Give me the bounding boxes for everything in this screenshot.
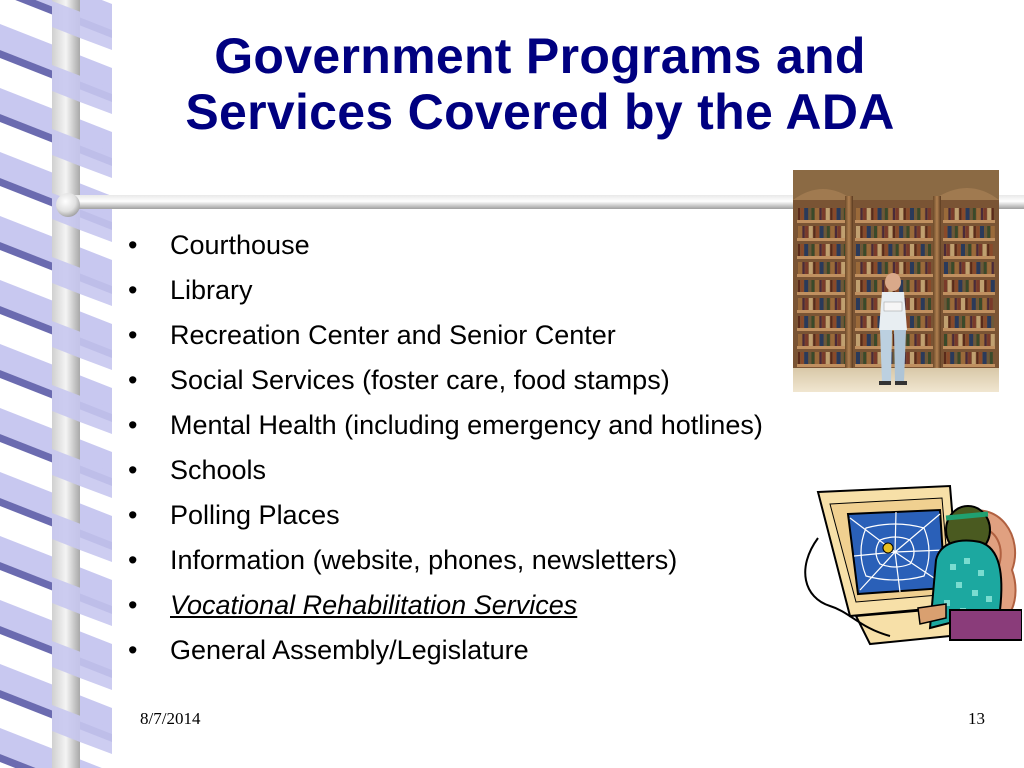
page-number: 13 xyxy=(968,709,985,728)
list-item: • Library xyxy=(128,270,763,315)
title-line-2: Services Covered by the ADA xyxy=(185,84,895,140)
list-item: • Courthouse xyxy=(128,225,763,270)
bullet-marker: • xyxy=(128,545,138,575)
vocational-rehabilitation-link[interactable]: Vocational Rehabilitation Services xyxy=(170,590,578,620)
bullet-marker: • xyxy=(128,635,138,665)
bullet-marker: • xyxy=(128,410,138,440)
bullet-marker: • xyxy=(128,320,138,350)
footer-date: 8/7/2014 xyxy=(140,709,201,728)
bullet-marker: • xyxy=(128,275,138,305)
list-item: • Mental Health (including emergency and hotlines) xyxy=(128,405,763,450)
list-item: • Information (website, phones, newsletters) xyxy=(128,540,763,585)
bullet-marker: • xyxy=(128,500,138,530)
list-item: • Polling Places xyxy=(128,495,763,540)
list-item-link[interactable] xyxy=(128,585,763,630)
list-item: • General Assembly/Legislature xyxy=(128,630,763,675)
bullet-marker: • xyxy=(128,455,138,485)
bullet-marker: • xyxy=(128,365,138,395)
computer-web-clipart xyxy=(800,478,1022,656)
bullet-marker: • xyxy=(128,230,138,260)
list-item: • Social Services (foster care, food stamps) xyxy=(128,360,763,405)
left-ribbon-decoration xyxy=(0,0,112,768)
library-photo xyxy=(793,170,999,392)
title-line-1: Government Programs and xyxy=(214,28,866,84)
bullet-list xyxy=(128,225,763,675)
list-item: • Schools xyxy=(128,450,763,495)
slide-title xyxy=(100,28,980,140)
list-item: • Recreation Center and Senior Center xyxy=(128,315,763,360)
bullet-marker: • xyxy=(128,590,138,620)
